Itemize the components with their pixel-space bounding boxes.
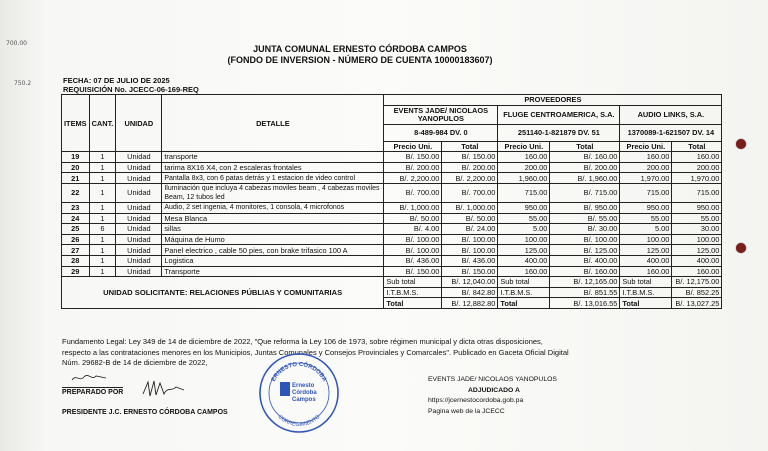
cell-price: 125.00	[498, 245, 550, 256]
cell-detalle: tarima 8X16 X4, con 2 escaleras frontales	[162, 162, 384, 173]
col-precio: Precio Uni.	[620, 141, 672, 152]
cell-item: 22	[62, 183, 90, 202]
itbms-label: I.T.B.M.S.	[620, 287, 672, 298]
total-label: Total	[498, 298, 550, 309]
itbms-label: I.T.B.M.S.	[384, 287, 442, 298]
col-total: Total	[442, 141, 498, 152]
cell-total: B/. 55.00	[550, 213, 620, 224]
header-title: JUNTA COMUNAL ERNESTO CÓRDOBA CAMPOS	[253, 44, 467, 54]
cell-total: 715.00	[672, 183, 722, 202]
cell-price: 400.00	[498, 255, 550, 266]
stamp-logo-icon	[280, 382, 290, 396]
website-caption: Pagina web de la JCECC	[428, 407, 505, 415]
cell-price: B/. 700.00	[384, 183, 442, 202]
cell-total: B/. 50.00	[442, 213, 498, 224]
cell-price: 160.00	[620, 152, 672, 163]
subtotal-value: B/. 12,175.00	[672, 277, 722, 288]
proveedores-title: PROVEEDORES	[384, 95, 722, 106]
legal-line: Núm. 29682-B de 14 de diciembre de 2022,	[62, 358, 208, 367]
punch-hole	[736, 139, 746, 149]
stamp-center-text: Córdoba	[292, 390, 317, 396]
requisition-table	[61, 94, 722, 309]
cell-total: B/. 715.00	[550, 183, 620, 202]
cell-detalle: Máquina de Humo	[162, 234, 384, 245]
cell-unidad: Unidad	[116, 202, 162, 213]
cell-total: 1,970.00	[672, 173, 722, 184]
cell-cant: 1	[89, 173, 116, 184]
col-detalle: DETALLE	[162, 95, 384, 152]
cell-price: B/. 200.00	[384, 162, 442, 173]
cell-total: 200.00	[672, 162, 722, 173]
cell-item: 21	[62, 173, 90, 184]
signature-presidente	[140, 378, 188, 400]
cell-item: 20	[62, 162, 90, 173]
col-cant: CANT.	[89, 95, 116, 152]
legal-basis	[62, 337, 662, 369]
cell-cant: 1	[89, 183, 116, 202]
summary-row-subtotal	[62, 277, 722, 288]
cell-detalle: Logistica	[162, 255, 384, 266]
margin-note: 750.2	[14, 80, 32, 87]
cell-total: 55.00	[672, 213, 722, 224]
cell-total: B/. 160.00	[550, 266, 620, 277]
website-link[interactable]: https://jcernestocordoba.gob.pa	[428, 397, 524, 404]
cell-detalle: Pantalla 8x3, con 6 patas detrás y 1 estacion de video control	[162, 173, 384, 184]
table-row	[62, 183, 722, 202]
col-unidad: UNIDAD	[116, 95, 162, 152]
cell-total: B/. 100.00	[442, 245, 498, 256]
cell-item: 24	[62, 213, 90, 224]
cell-total: B/. 160.00	[550, 152, 620, 163]
cell-total: 160.00	[672, 152, 722, 163]
col-total: Total	[672, 141, 722, 152]
itbms-value: B/. 842.80	[442, 287, 498, 298]
cell-item: 29	[62, 266, 90, 277]
stamp-center-text: Campos	[292, 397, 316, 403]
cell-item: 19	[62, 152, 90, 163]
cell-total: B/. 2,200.00	[442, 173, 498, 184]
cell-cant: 1	[89, 245, 116, 256]
total-label: Total	[620, 298, 672, 309]
signature-preparado	[70, 372, 110, 384]
cell-price: 5.00	[620, 224, 672, 235]
subtotal-label: Sub total	[620, 277, 672, 288]
cell-price: 125.00	[620, 245, 672, 256]
cell-price: B/. 100.00	[384, 234, 442, 245]
total-value: B/. 13,016.55	[550, 298, 620, 309]
provider-ruc: 8-489-984 DV. 0	[384, 124, 498, 141]
table-row	[62, 173, 722, 184]
table-row	[62, 213, 722, 224]
cell-price: B/. 4.00	[384, 224, 442, 235]
cell-detalle: Panel electrico , cable 50 pies, con brake trifasico 100 A	[162, 245, 384, 256]
adjudicado-label: ADJUDICADO A	[468, 386, 520, 394]
cell-cant: 1	[89, 202, 116, 213]
cell-total: B/. 1,000.00	[442, 202, 498, 213]
cell-price: 5.00	[498, 224, 550, 235]
cell-cant: 1	[89, 152, 116, 163]
cell-item: 25	[62, 224, 90, 235]
cell-unidad: Unidad	[116, 245, 162, 256]
cell-total: B/. 150.00	[442, 266, 498, 277]
cell-cant: 1	[89, 255, 116, 266]
cell-price: 55.00	[498, 213, 550, 224]
cell-total: 30.00	[672, 224, 722, 235]
cell-unidad: Unidad	[116, 152, 162, 163]
cell-total: B/. 950.00	[550, 202, 620, 213]
cell-total: B/. 436.00	[442, 255, 498, 266]
provider-name: FLUGE CENTROAMERICA, S.A.	[498, 105, 620, 124]
provider-ruc: 1370089-1-621507 DV. 14	[620, 124, 722, 141]
col-items: ITEMS	[62, 95, 90, 152]
cell-price: 160.00	[620, 266, 672, 277]
legal-line: respecto a las contrataciones menores en los Municipios, Juntas Comunales y Consejos Provinciales y Comarcales". Publicado en Gaceta Oficial Digital	[62, 347, 569, 357]
cell-price: 1,970.00	[620, 173, 672, 184]
cell-unidad: Unidad	[116, 173, 162, 184]
cell-price: B/. 2,200.00	[384, 173, 442, 184]
cell-total: B/. 700.00	[442, 183, 498, 202]
requisicion-number: REQUISICIÓN No. JCECC-06-169-REQ	[63, 85, 199, 94]
preparado-label: PREPARADO POR	[62, 389, 124, 396]
cell-cant: 1	[89, 213, 116, 224]
cell-total: B/. 400.00	[550, 255, 620, 266]
table-row	[62, 234, 722, 245]
cell-price: 160.00	[498, 266, 550, 277]
cell-price: 200.00	[498, 162, 550, 173]
subtotal-label: Sub total	[384, 277, 442, 288]
col-precio: Precio Uni.	[498, 141, 550, 152]
header-subtitle: (FONDO DE INVERSION - NÚMERO DE CUENTA 10000183607)	[227, 55, 493, 65]
cell-unidad: Unidad	[116, 162, 162, 173]
provider-name: EVENTS JADE/ NICOLAOS YANOPULOS	[384, 105, 498, 124]
provider-name: AUDIO LINKS, S.A.	[620, 105, 722, 124]
cell-price: B/. 100.00	[384, 245, 442, 256]
cell-item: 23	[62, 202, 90, 213]
document-header	[180, 44, 540, 66]
itbms-value: B/. 852.25	[672, 287, 722, 298]
adjudicado-name: EVENTS JADE/ NICOLAOS YANOPULOS	[428, 376, 557, 383]
official-stamp	[258, 352, 340, 434]
cell-total: B/. 125.00	[550, 245, 620, 256]
cell-total: B/. 24.00	[442, 224, 498, 235]
cell-price: 100.00	[620, 234, 672, 245]
total-value: B/. 13,027.25	[672, 298, 722, 309]
cell-total: B/. 100.00	[442, 234, 498, 245]
cell-cant: 6	[89, 224, 116, 235]
cell-detalle: Audio, 2 set ingenia, 4 monitores, 1 consola, 4 microfonos	[162, 202, 384, 213]
cell-detalle: sillas	[162, 224, 384, 235]
legal-line: Fundamento Legal: Ley 349 de 14 de diciembre de 2022, "Que reforma la Ley 106 de 1973, sobre régimen municipal y dicta otras disposiciones,	[62, 337, 543, 346]
table-row	[62, 224, 722, 235]
cell-price: 55.00	[620, 213, 672, 224]
cell-total: B/. 1,960.00	[550, 173, 620, 184]
cell-item: 26	[62, 234, 90, 245]
cell-price: B/. 1,000.00	[384, 202, 442, 213]
cell-unidad: Unidad	[116, 224, 162, 235]
cell-total: 400.00	[672, 255, 722, 266]
cell-total: B/. 30.00	[550, 224, 620, 235]
cell-price: 160.00	[498, 152, 550, 163]
cell-unidad: Unidad	[116, 234, 162, 245]
table-row	[62, 152, 722, 163]
subtotal-value: B/. 12,165.00	[550, 277, 620, 288]
col-total: Total	[550, 141, 620, 152]
cell-total: B/. 200.00	[442, 162, 498, 173]
cell-unidad: Unidad	[116, 255, 162, 266]
itbms-label: I.T.B.M.S.	[498, 287, 550, 298]
table-row	[62, 266, 722, 277]
cell-detalle: Transporte	[162, 266, 384, 277]
fecha: FECHA: 07 DE JULIO DE 2025	[63, 76, 170, 85]
cell-total: B/. 200.00	[550, 162, 620, 173]
stamp-center-text: Ernesto	[292, 383, 315, 389]
cell-price: B/. 150.00	[384, 266, 442, 277]
itbms-value: B/. 851.55	[550, 287, 620, 298]
provider-ruc: 251140-1-821879 DV. 51	[498, 124, 620, 141]
stamp-top-text: ERNESTO CÓRDOBA	[270, 361, 328, 383]
cell-unidad: Unidad	[116, 266, 162, 277]
cell-item: 27	[62, 245, 90, 256]
total-label: Total	[384, 298, 442, 309]
cell-price: B/. 150.00	[384, 152, 442, 163]
cell-total: 100.00	[672, 234, 722, 245]
cell-total: 125.00	[672, 245, 722, 256]
cell-item: 28	[62, 255, 90, 266]
cell-total: B/. 100.00	[550, 234, 620, 245]
presidente-label: PRESIDENTE J.C. ERNESTO CÓRDOBA CAMPOS	[62, 409, 228, 416]
cell-detalle: Mesa Blanca	[162, 213, 384, 224]
table-row	[62, 255, 722, 266]
col-precio: Precio Uni.	[384, 141, 442, 152]
cell-cant: 1	[89, 162, 116, 173]
cell-price: B/. 436.00	[384, 255, 442, 266]
subtotal-label: Sub total	[498, 277, 550, 288]
cell-price: 1,960.00	[498, 173, 550, 184]
punch-hole	[736, 243, 746, 253]
cell-price: 715.00	[620, 183, 672, 202]
cell-price: 100.00	[498, 234, 550, 245]
total-value: B/. 12,882.80	[442, 298, 498, 309]
cell-unidad: Unidad	[116, 183, 162, 202]
margin-note: 700.00	[6, 40, 27, 47]
cell-price: 400.00	[620, 255, 672, 266]
table-row	[62, 202, 722, 213]
cell-detalle: transporte	[162, 152, 384, 163]
cell-cant: 1	[89, 234, 116, 245]
cell-total: 950.00	[672, 202, 722, 213]
cell-price: 950.00	[498, 202, 550, 213]
cell-unidad: Unidad	[116, 213, 162, 224]
table-row	[62, 162, 722, 173]
cell-total: B/. 150.00	[442, 152, 498, 163]
cell-cant: 1	[89, 266, 116, 277]
stamp-bottom-text: CORREGIMIENTO	[276, 414, 322, 429]
subtotal-value: B/. 12,040.00	[442, 277, 498, 288]
cell-price: 715.00	[498, 183, 550, 202]
cell-price: B/. 50.00	[384, 213, 442, 224]
cell-detalle: Iluminación que incluya 4 cabezas moviles beam , 4 cabezas moviles Beam, 12 tubos led	[162, 183, 384, 202]
adjudicado-block	[428, 375, 557, 417]
cell-price: 950.00	[620, 202, 672, 213]
unidad-solicitante: UNIDAD SOLICITANTE: RELACIONES PÚBLIAS Y COMUNITARIAS	[62, 277, 384, 309]
cell-total: 160.00	[672, 266, 722, 277]
cell-price: 200.00	[620, 162, 672, 173]
table-row	[62, 245, 722, 256]
